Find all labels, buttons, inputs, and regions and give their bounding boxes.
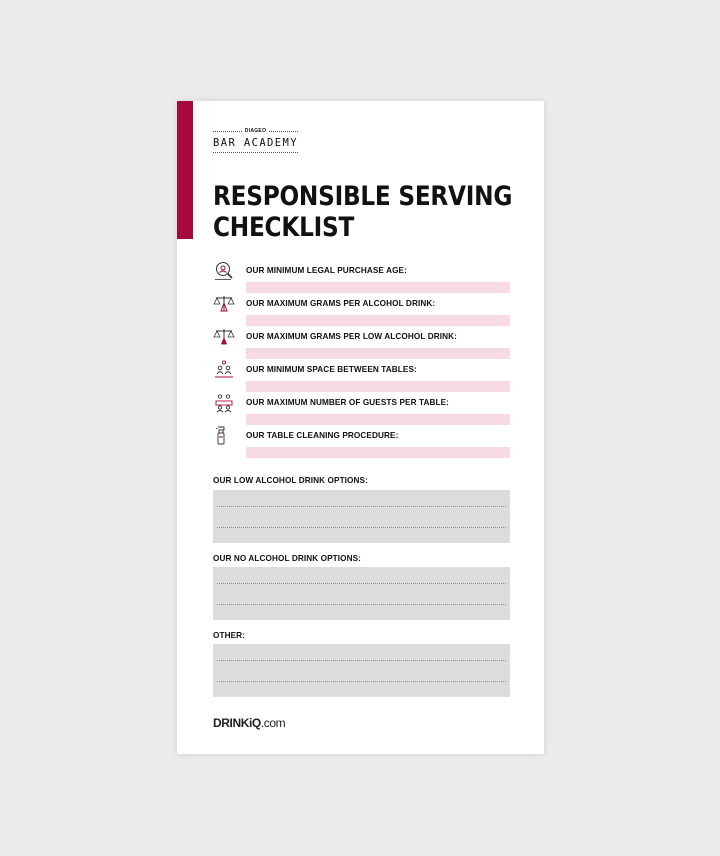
section-label-no-alcohol: OUR NO ALCOHOL DRINK OPTIONS: (213, 554, 361, 563)
bar-academy-logo (213, 128, 298, 153)
other-notes-box[interactable] (213, 644, 510, 697)
field-label: OUR MINIMUM LEGAL PURCHASE AGE: (246, 266, 407, 275)
table-guests-icon (213, 393, 235, 413)
cleaning-procedure-input[interactable] (246, 447, 510, 458)
field-legal-age (213, 261, 510, 291)
checklist-card (177, 101, 544, 754)
scale-icon (213, 294, 235, 314)
field-cleaning-procedure (213, 426, 510, 456)
scale-low-icon (213, 327, 235, 347)
low-alcohol-options-box[interactable] (213, 490, 510, 543)
field-grams-low-alcohol (213, 327, 510, 357)
legal-age-input[interactable] (246, 282, 510, 293)
grams-low-alcohol-input[interactable] (246, 348, 510, 359)
spray-bottle-icon (213, 426, 235, 446)
brand-name: BAR ACADEMY (213, 137, 298, 149)
brand-top-text: DIAGEO (244, 128, 267, 134)
field-table-spacing (213, 360, 510, 390)
id-check-icon (213, 261, 235, 281)
table-spacing-input[interactable] (246, 381, 510, 392)
title-line-2: CHECKLIST (213, 212, 355, 243)
drinkiq-logo: DRINKiQ.com (213, 716, 286, 730)
grams-alcohol-input[interactable] (246, 315, 510, 326)
guests-per-table-input[interactable] (246, 414, 510, 425)
accent-bar (177, 101, 193, 239)
section-label-other: OTHER: (213, 631, 245, 640)
field-label: OUR TABLE CLEANING PROCEDURE: (246, 431, 399, 440)
page-title (213, 181, 512, 243)
section-label-low-alcohol: OUR LOW ALCOHOL DRINK OPTIONS: (213, 476, 368, 485)
title-line-1: RESPONSIBLE SERVING (213, 181, 513, 212)
field-label: OUR MAXIMUM NUMBER OF GUESTS PER TABLE: (246, 398, 449, 407)
spacing-people-icon (213, 360, 235, 380)
field-label: OUR MAXIMUM GRAMS PER LOW ALCOHOL DRINK: (246, 332, 457, 341)
field-guests-per-table (213, 393, 510, 423)
field-label: OUR MINIMUM SPACE BETWEEN TABLES: (246, 365, 417, 374)
no-alcohol-options-box[interactable] (213, 567, 510, 620)
field-grams-alcohol (213, 294, 510, 324)
field-label: OUR MAXIMUM GRAMS PER ALCOHOL DRINK: (246, 299, 436, 308)
